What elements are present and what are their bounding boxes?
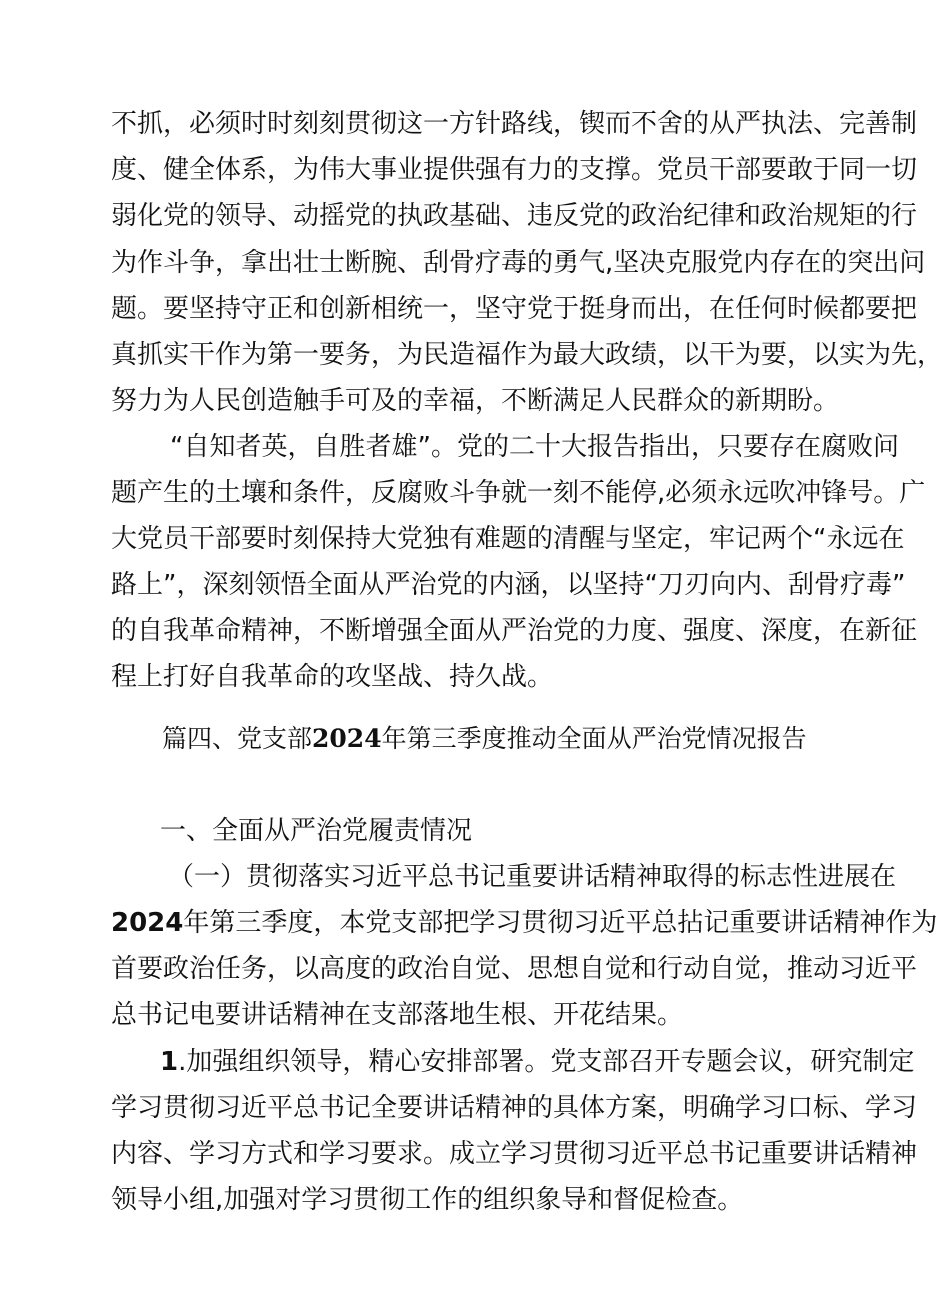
subsection-1-line: 首要政治任务，以高度的政治自觉、思想自觉和行动自觉，推动习近平 [111,954,918,984]
paragraph-2-line: 程上打好自我革命的攻坚战、持久战。 [111,662,554,692]
heading-prefix: 篇四、党支部 [162,724,313,753]
paragraph-1-line: 题。要坚持守正和创新相统一，坚守党于挺身而出，在任何时候都要把 [111,294,918,324]
paragraph-2-line: 大党员干部要时刻保持大党独有难题的清醒与坚定，牢记两个“永远在 [111,524,905,554]
subsection-1-line-rest: 年第三季度，本党支部把学习贯彻习近平总拈记重要讲话精神作为 [183,908,938,938]
section-1-title: 一、全面从严治党履责情况 [160,816,473,846]
heading-suffix: 年第三季度推动全面从严治党情况报告 [381,724,807,753]
item-1-line-rest: .加强组织领导，精心安排部署。党支部召开专题会议，研究制定 [178,1047,915,1077]
subsection-1-line [111,900,938,946]
item-1-number: 1 [160,1047,179,1077]
subsection-1-line: （一）贯彻落实习近平总书记重要讲话精神取得的标志性进展在 [168,862,897,892]
paragraph-1-line: 为作斗争，拿出壮士断腕、刮骨疗毒的勇气,坚决克服党内存在的突出问 [111,248,926,278]
paragraph-1-line: 真抓实干作为第一要务，为民造福作为最大政绩，以干为要，以实为先， [111,340,943,370]
paragraph-1-line: 度、健全体系，为伟大事业提供强有力的支撑。党员干部要敢于同一切 [111,155,918,185]
paragraph-2-line: 路上”，深刻领悟全面从严治党的内涵，以坚持“刀刃向内、刮骨疗毒” [111,570,906,600]
heading-year: 2024 [312,724,382,753]
paragraph-1-line: 努力为人民创造触手可及的幸福，不断满足人民群众的新期盼。 [111,386,840,416]
paragraph-1-line: 弱化党的领导、动摇党的执政基础、违反党的政治纪律和政治规矩的行 [111,201,918,231]
item-1-line [160,1039,915,1085]
subsection-1-line: 总书记电要讲话精神在支部落地生根、开花结果。 [111,1000,684,1030]
item-1-line: 领导小组,加强对学习贯彻工作的组织象导和督促检查。 [111,1185,744,1215]
paragraph-2-line: “自知者英，自胜者雄”。党的二十大报告指出，只要存在腐败问 [170,432,899,462]
section-heading [162,717,807,761]
item-1-line: 学习贯彻习近平总书记全要讲话精神的具体方案，明确学习口标、学习 [111,1093,918,1123]
paragraph-1-line: 不抓，必须时时刻刻贯彻这一方针路线，锲而不舍的从严执法、完善制 [111,109,918,139]
subsection-1-year: 2024 [111,908,184,938]
paragraph-2-line: 的自我革命精神，不断增强全面从严治党的力度、强度、深度，在新征 [111,616,918,646]
item-1-line: 内容、学习方式和学习要求。成立学习贯彻习近平总书记重要讲话精神 [111,1139,918,1169]
paragraph-2-line: 题产生的土壤和条件，反腐败斗争就一刻不能停,必须永远吹冲锋号。广 [111,478,926,508]
